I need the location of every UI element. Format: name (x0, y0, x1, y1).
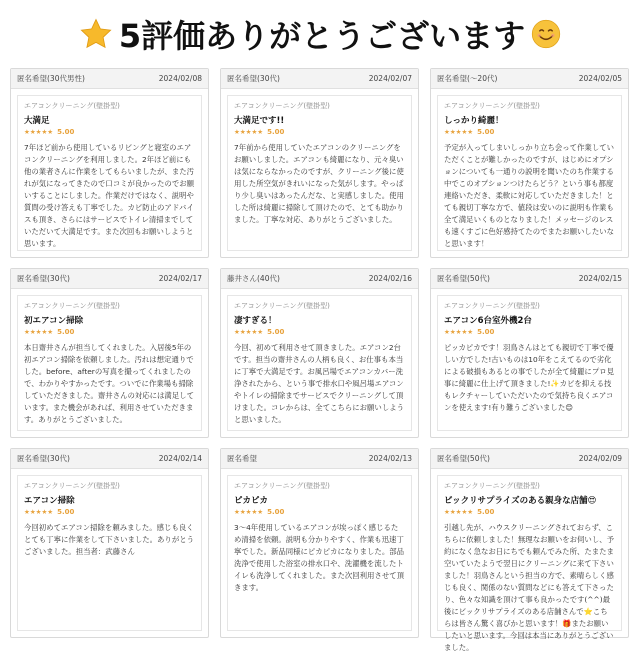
service-category: エアコンクリーニング(壁掛型) (444, 302, 540, 310)
review-date: 2024/02/09 (578, 454, 622, 463)
review-body: 本日齋井さんが担当してくれました。入居後5年の初エアコン掃除を依頼しました。汚れは想定通りでした。before、afterの写真を撮ってくれましたので、わかりやすかったです。ついでに作業場も掃除していただきました。齋井さんの対応には満足しています。また機会があれば、利用させていただきます。ありがとうございました。 (24, 343, 194, 424)
review-body: 3〜4年使用しているエアコンが埃っぽく感じるため清掃を依頼。説明も分かりやすく、作業も迅速丁寧でした。新品同様にピカピカになりました。部品洗浄で使用した浴室の排水口や、洗濯機を流したトイレも洗浄してくれました。また次回利用させて頂きます。 (234, 523, 404, 592)
rating (234, 508, 405, 516)
review-content (437, 475, 622, 652)
review-header (11, 449, 208, 469)
review-body: 引越し先が、ハウスクリーニングされておらず、こちらに依頼しました！無理なお願いをお伺いし、予約になく急なお日にちでも頼んでみた所、たまたま空いていたようで翌日にクリーニングに来て下さいました！羽鳥さんという担当の方で、素晴らしく感じも良く、関係のない質問などにも答えて下さったり、色々な知識を頂けて事も良かったです(^^)最後にビックリサプライズのある店舗さんで⭐こちらは皆さん驚く喜びかと思います！🎁またお願いしたいと思います。今回は本当にありがとうございました。 (444, 523, 614, 652)
rating (24, 328, 195, 336)
headline-title: 5評価ありがとうございます (118, 17, 526, 55)
review-header (221, 449, 418, 469)
review-title: 凄すぎる！ (234, 316, 277, 326)
service-category: エアコンクリーニング(壁掛型) (444, 482, 540, 490)
review-card (10, 268, 209, 438)
reviewer-name: 匿名希望(30代) (17, 454, 70, 463)
review-content (17, 95, 202, 251)
review-body: 今回、初めて利用させて頂きました。エアコン2台です。担当の齋井さんの人柄も良く、お仕事も本当に丁寧で大満足です。お風呂場でエアコンカバー洗浄されたから、という事で排水口や風呂場エアコンやトイレの掃除までサービスでクリーニングして頂けました。コレからは、全てこちらにお願いしようと思いました。 (234, 343, 404, 424)
smiley-icon (531, 19, 561, 49)
review-content (17, 475, 202, 631)
review-content (227, 295, 412, 431)
review-body: 予定が入ってしまいしっかり立ち会って作業していただくことが難しかったのですが、はじめにオプションについても一通りの説明を聞いたのち作業する中でこのオプションつけたらどう？という事も都度連絡いただき、柔軟に対応していただきました！とても親切丁寧な方で、値段は安いのに説明も作業も全て満足いくものとなりました！メッセージのレスも速くすごに色好感持てたのでまたお願いしたいなと思います！ (444, 143, 614, 248)
review-card (430, 448, 629, 652)
review-card (10, 448, 209, 638)
rating-score: 5.00 (267, 128, 285, 136)
review-header (431, 69, 628, 89)
review-card (10, 68, 209, 258)
review-card (220, 268, 419, 438)
rating-stars: ★★★★★ (24, 128, 54, 136)
review-body: 7年前から使用していたエアコンのクリーニングをお願いしました。エアコンも綺麗になり、元々臭いは気にならなかったのですが、クリーニング後に使用した所空気がきれいになった気がします。やっぱり少し臭いはあったんだな、と実感しました。使用した所は綺麗に掃除して頂けたので、とても助かりました。丁寧な対応、ありがとうございました。 (234, 143, 404, 224)
review-date: 2024/02/17 (158, 274, 202, 283)
review-card (220, 448, 419, 638)
review-header (221, 269, 418, 289)
rating-stars: ★★★★★ (234, 508, 264, 516)
review-body: 7年ほど前から使用しているリビングと寝室のエアコンクリーニングを利用しました。2年ほど前にも他の業者さんに作業をしてもらいましたが、また汚れが気になってきたので口コミが良かったのでお願いすることにしました。作業だけではなく、説明や質問の受け答えも丁寧でした。カビ防止のアドバイスも頂き、さらにはサービスでトイレ清掃までしていただいて大満足です。また次回もお願いしようと思います。 (24, 143, 194, 248)
reviewer-name: 匿名希望(30代) (17, 274, 70, 283)
review-title: ビックリサプライズのある親身な店舗😍 (444, 496, 597, 506)
rating (24, 128, 195, 136)
review-content (227, 475, 412, 631)
review-content (227, 95, 412, 251)
rating-score: 5.00 (267, 508, 285, 516)
review-header (11, 69, 208, 89)
reviewer-name: 匿名希望(30代) (227, 74, 280, 83)
review-title: 大満足です!! (234, 116, 285, 126)
review-date: 2024/02/14 (158, 454, 202, 463)
service-category: エアコンクリーニング(壁掛型) (234, 482, 330, 490)
rating-stars: ★★★★★ (444, 328, 474, 336)
reviewer-name: 匿名希望(50代) (437, 274, 490, 283)
rating (234, 128, 405, 136)
review-date: 2024/02/05 (578, 74, 622, 83)
review-card (220, 68, 419, 258)
headline (0, 0, 640, 68)
rating-score: 5.00 (57, 508, 75, 516)
review-header (11, 269, 208, 289)
service-category: エアコンクリーニング(壁掛型) (234, 302, 330, 310)
review-title: 初エアコン掃除 (24, 316, 84, 326)
reviewer-name: 匿名希望(50代) (437, 454, 490, 463)
service-category: エアコンクリーニング(壁掛型) (24, 482, 120, 490)
rating-score: 5.00 (57, 128, 75, 136)
review-date: 2024/02/16 (368, 274, 412, 283)
review-content (437, 295, 622, 431)
rating-stars: ★★★★★ (24, 508, 54, 516)
review-body: ピッカピカです！羽鳥さんはとても親切で丁寧で優しい方でした!古いものは10年をこえてるので劣化による破損もあるとの事でしたが全て綺麗にプロ見事に綺麗に仕上げて頂きました!✨カビを抑える技もレクチャーしていただいたので気持ち良くエアコンを使えます!有り難うございました😊 (444, 343, 614, 412)
reviewer-name: 匿名希望 (227, 454, 257, 463)
review-card (430, 68, 629, 258)
star-icon (79, 17, 113, 51)
rating-stars: ★★★★★ (444, 508, 474, 516)
reviewer-name: 匿名希望(〜20代) (437, 74, 498, 83)
review-date: 2024/02/13 (368, 454, 412, 463)
reviewer-name: 匿名希望(30代男性) (17, 74, 85, 83)
review-date: 2024/02/07 (368, 74, 412, 83)
reviewer-name: 藤井さん(40代) (227, 274, 280, 283)
service-category: エアコンクリーニング(壁掛型) (444, 102, 540, 110)
review-header (431, 449, 628, 469)
rating-stars: ★★★★★ (444, 128, 474, 136)
rating (444, 128, 615, 136)
rating (444, 328, 615, 336)
rating (234, 328, 405, 336)
service-category: エアコンクリーニング(壁掛型) (24, 302, 120, 310)
review-header (431, 269, 628, 289)
rating-score: 5.00 (477, 128, 495, 136)
review-title: しっかり綺麗！ (444, 116, 504, 126)
review-title: ピカピカ (234, 496, 269, 506)
rating-stars: ★★★★★ (24, 328, 54, 336)
service-category: エアコンクリーニング(壁掛型) (24, 102, 120, 110)
rating-stars: ★★★★★ (234, 128, 264, 136)
review-content (437, 95, 622, 251)
review-card (430, 268, 629, 438)
review-body: 今回初めてエアコン掃除を頼みました。感じも良くとても丁寧に作業をして下さいました。ありがとうございました。担当者：武藤さん (24, 523, 194, 556)
rating (24, 508, 195, 516)
review-header (221, 69, 418, 89)
rating-score: 5.00 (267, 328, 285, 336)
rating-score: 5.00 (477, 508, 495, 516)
review-date: 2024/02/15 (578, 274, 622, 283)
review-title: エアコン6台室外機2台 (444, 316, 532, 326)
rating (444, 508, 615, 516)
rating-stars: ★★★★★ (234, 328, 264, 336)
service-category: エアコンクリーニング(壁掛型) (234, 102, 330, 110)
rating-score: 5.00 (477, 328, 495, 336)
review-title: 大満足 (24, 116, 50, 126)
review-content (17, 295, 202, 431)
rating-score: 5.00 (57, 328, 75, 336)
review-title: エアコン掃除 (24, 496, 75, 506)
review-date: 2024/02/08 (158, 74, 202, 83)
